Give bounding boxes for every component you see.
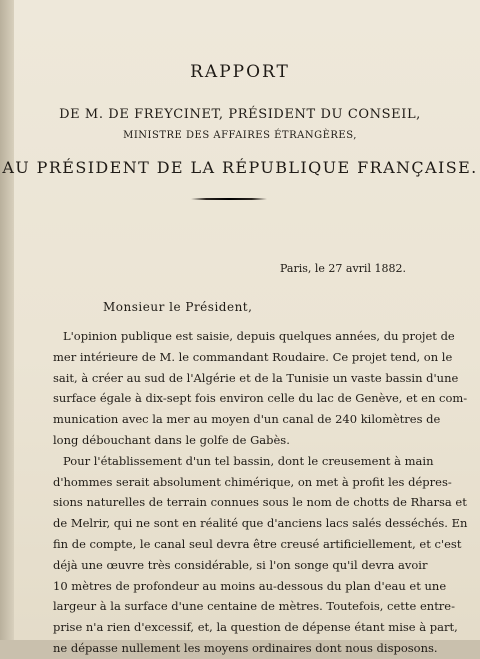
body-line: déjà une œuvre très considérable, si l'on songe qu'il devra avoir	[53, 557, 428, 572]
heading-author: DE M. DE FREYCINET, PRÉSIDENT DU CONSEIL,	[59, 107, 421, 122]
body-line: munication avec la mer au moyen d'un canal de 240 kilomètres de	[53, 412, 441, 427]
body-line: largeur à la surface d'une centaine de mètres. Toutefois, cette entre-	[53, 599, 456, 614]
heading-recipient: AU PRÉSIDENT DE LA RÉPUBLIQUE FRANÇAISE.	[2, 158, 478, 177]
body-line: fin de compte, le canal seul devra être creusé artificiellement, et c'est	[53, 536, 462, 551]
salutation: Monsieur le Président,	[103, 300, 253, 314]
heading-ministry: MINISTRE DES AFFAIRES ÉTRANGÈRES,	[123, 130, 357, 141]
body-line: L'opinion publique est saisie, depuis quelques années, du projet de	[63, 329, 455, 343]
document-title: RAPPORT	[190, 62, 290, 82]
page-binding-edge	[0, 0, 14, 640]
body-line: sait, à créer au sud de l'Algérie et de la Tunisie un vaste bassin d'une	[53, 370, 459, 385]
body-line: sions naturelles de terrain connues sous le nom de chotts de Rharsa et	[53, 495, 467, 510]
body-line: Pour l'établissement d'un tel bassin, dont le creusement à main	[63, 453, 434, 468]
body-line: prise n'a rien d'excessif, et, la question de dépense étant mise à part,	[53, 620, 458, 635]
body-line: ne dépasse nullement les moyens ordinaires dont nous disposons.	[53, 640, 438, 655]
body-line: surface égale à dix-sept fois environ celle du lac de Genève, et en com-	[53, 391, 468, 406]
body-line: mer intérieure de M. le commandant Roudaire. Ce projet tend, on le	[53, 349, 453, 364]
body-line: d'hommes serait absolument chimérique, on met à profit les dépres-	[53, 474, 452, 489]
body-line: long débouchant dans le golfe de Gabès.	[53, 432, 290, 447]
date-line: Paris, le 27 avril 1882.	[280, 262, 406, 275]
body-line: de Melrir, qui ne sont en réalité que d'anciens lacs salés desséchés. En	[53, 516, 468, 531]
ornamental-rule	[191, 198, 267, 200]
body-line: 10 mètres de profondeur au moins au-dessous du plan d'eau et une	[53, 578, 447, 593]
report-body	[53, 326, 468, 659]
